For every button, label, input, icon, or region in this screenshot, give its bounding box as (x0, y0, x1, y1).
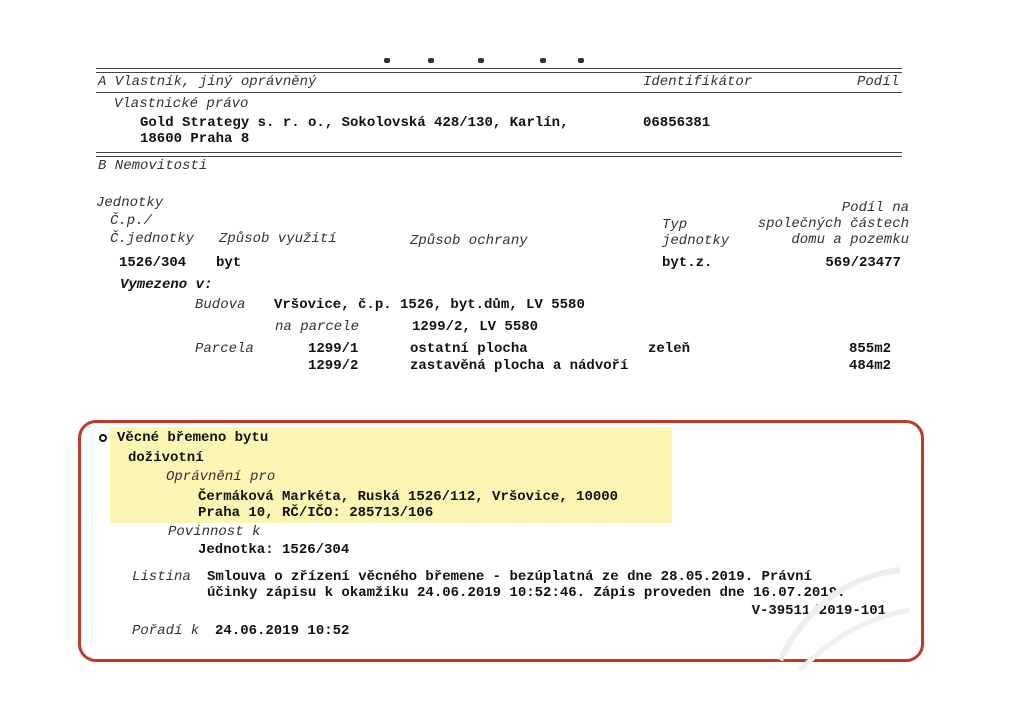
section-a-top-rule-2 (96, 72, 902, 73)
type-header-line2: jednotky (662, 233, 730, 249)
deed-text-line2: účinky zápisu k okamžiku 24.06.2019 10:52:46. Zápis proveden dne 16.07.2019. (207, 585, 846, 601)
owner-identifier: 06856381 (643, 115, 711, 131)
entitled-label: Oprávnění pro (166, 469, 276, 485)
protection-header: Způsob ochrany (410, 233, 528, 249)
building-label: Budova (195, 297, 246, 313)
use-header: Způsob využití (219, 231, 337, 247)
cp-header: Č.p./ (110, 213, 153, 229)
parcel-area: 855m2 (848, 341, 891, 357)
share-header-line2: společných částech (757, 216, 909, 232)
parcel-number: 1299/1 (308, 341, 359, 357)
parcel-number: 1299/2 (308, 358, 359, 374)
share-header-line3: domu a pozemku (791, 232, 909, 248)
bullet-icon (99, 434, 107, 442)
obligation-label: Povinnost k (168, 524, 261, 540)
ownership-right-label: Vlastnické právo (114, 96, 249, 112)
unit-share: 569/23477 (825, 255, 901, 271)
unit-number-header: Č.jednotky (110, 231, 195, 247)
section-b-top-rule-2 (96, 156, 902, 157)
parcel-protection: zeleň (648, 341, 691, 357)
watermark-logo (760, 560, 920, 680)
parcel-area: 484m2 (848, 358, 891, 374)
deed-text-line1: Smlouva o zřízení věcného břemene - bezúplatná ze dne 28.05.2019. Právní (207, 569, 812, 585)
cut-off-text-fragment (478, 58, 484, 63)
units-header: Jednotky (96, 195, 164, 211)
parcel-type: zastavěná plocha a nádvoří (410, 358, 629, 374)
order-value: 24.06.2019 10:52 (215, 623, 350, 639)
parcel-on-value: 1299/2, LV 5580 (412, 319, 539, 335)
section-b-top-rule (96, 152, 902, 153)
defined-in-label: Vymezeno v: (120, 277, 213, 293)
deed-reference: V-39511/2019-101 (751, 603, 886, 619)
entitled-address: Praha 10, RČ/IČO: 285713/106 (198, 505, 434, 521)
deed-label: Listina (132, 569, 191, 585)
share-header-line1: Podíl na (841, 200, 909, 216)
building-value: Vršovice, č.p. 1526, byt.dům, LV 5580 (274, 297, 585, 313)
easement-title: Věcné břemeno bytu (117, 430, 269, 446)
section-a-header-rule (96, 92, 902, 93)
easement-subtitle: doživotní (128, 450, 204, 466)
owner-address: 18600 Praha 8 (140, 131, 250, 147)
parcel-label: Parcela (195, 341, 254, 357)
cut-off-text-fragment (428, 58, 434, 63)
type-header-line1: Typ (662, 217, 688, 233)
section-b-title: B Nemovitosti (98, 158, 208, 174)
cut-off-text-fragment (578, 58, 584, 63)
owner-name: Gold Strategy s. r. o., Sokolovská 428/130, Karlín, (140, 115, 569, 131)
parcel-type: ostatní plocha (410, 341, 528, 357)
unit-type: byt.z. (662, 255, 713, 271)
share-column-header: Podíl (857, 74, 900, 90)
unit-number: 1526/304 (119, 255, 187, 271)
entitled-person: Čermáková Markéta, Ruská 1526/112, Vršovice, 10000 (198, 489, 619, 505)
order-label: Pořadí k (132, 623, 200, 639)
unit-use: byt (216, 255, 242, 271)
section-a-top-rule (96, 68, 902, 69)
parcel-on-label: na parcele (275, 319, 360, 335)
obligation-value: Jednotka: 1526/304 (198, 542, 350, 558)
cut-off-text-fragment (540, 58, 546, 63)
section-a-title: A Vlastník, jiný oprávněný (98, 74, 317, 90)
cut-off-text-fragment (384, 58, 390, 63)
identifier-column-header: Identifikátor (643, 74, 753, 90)
